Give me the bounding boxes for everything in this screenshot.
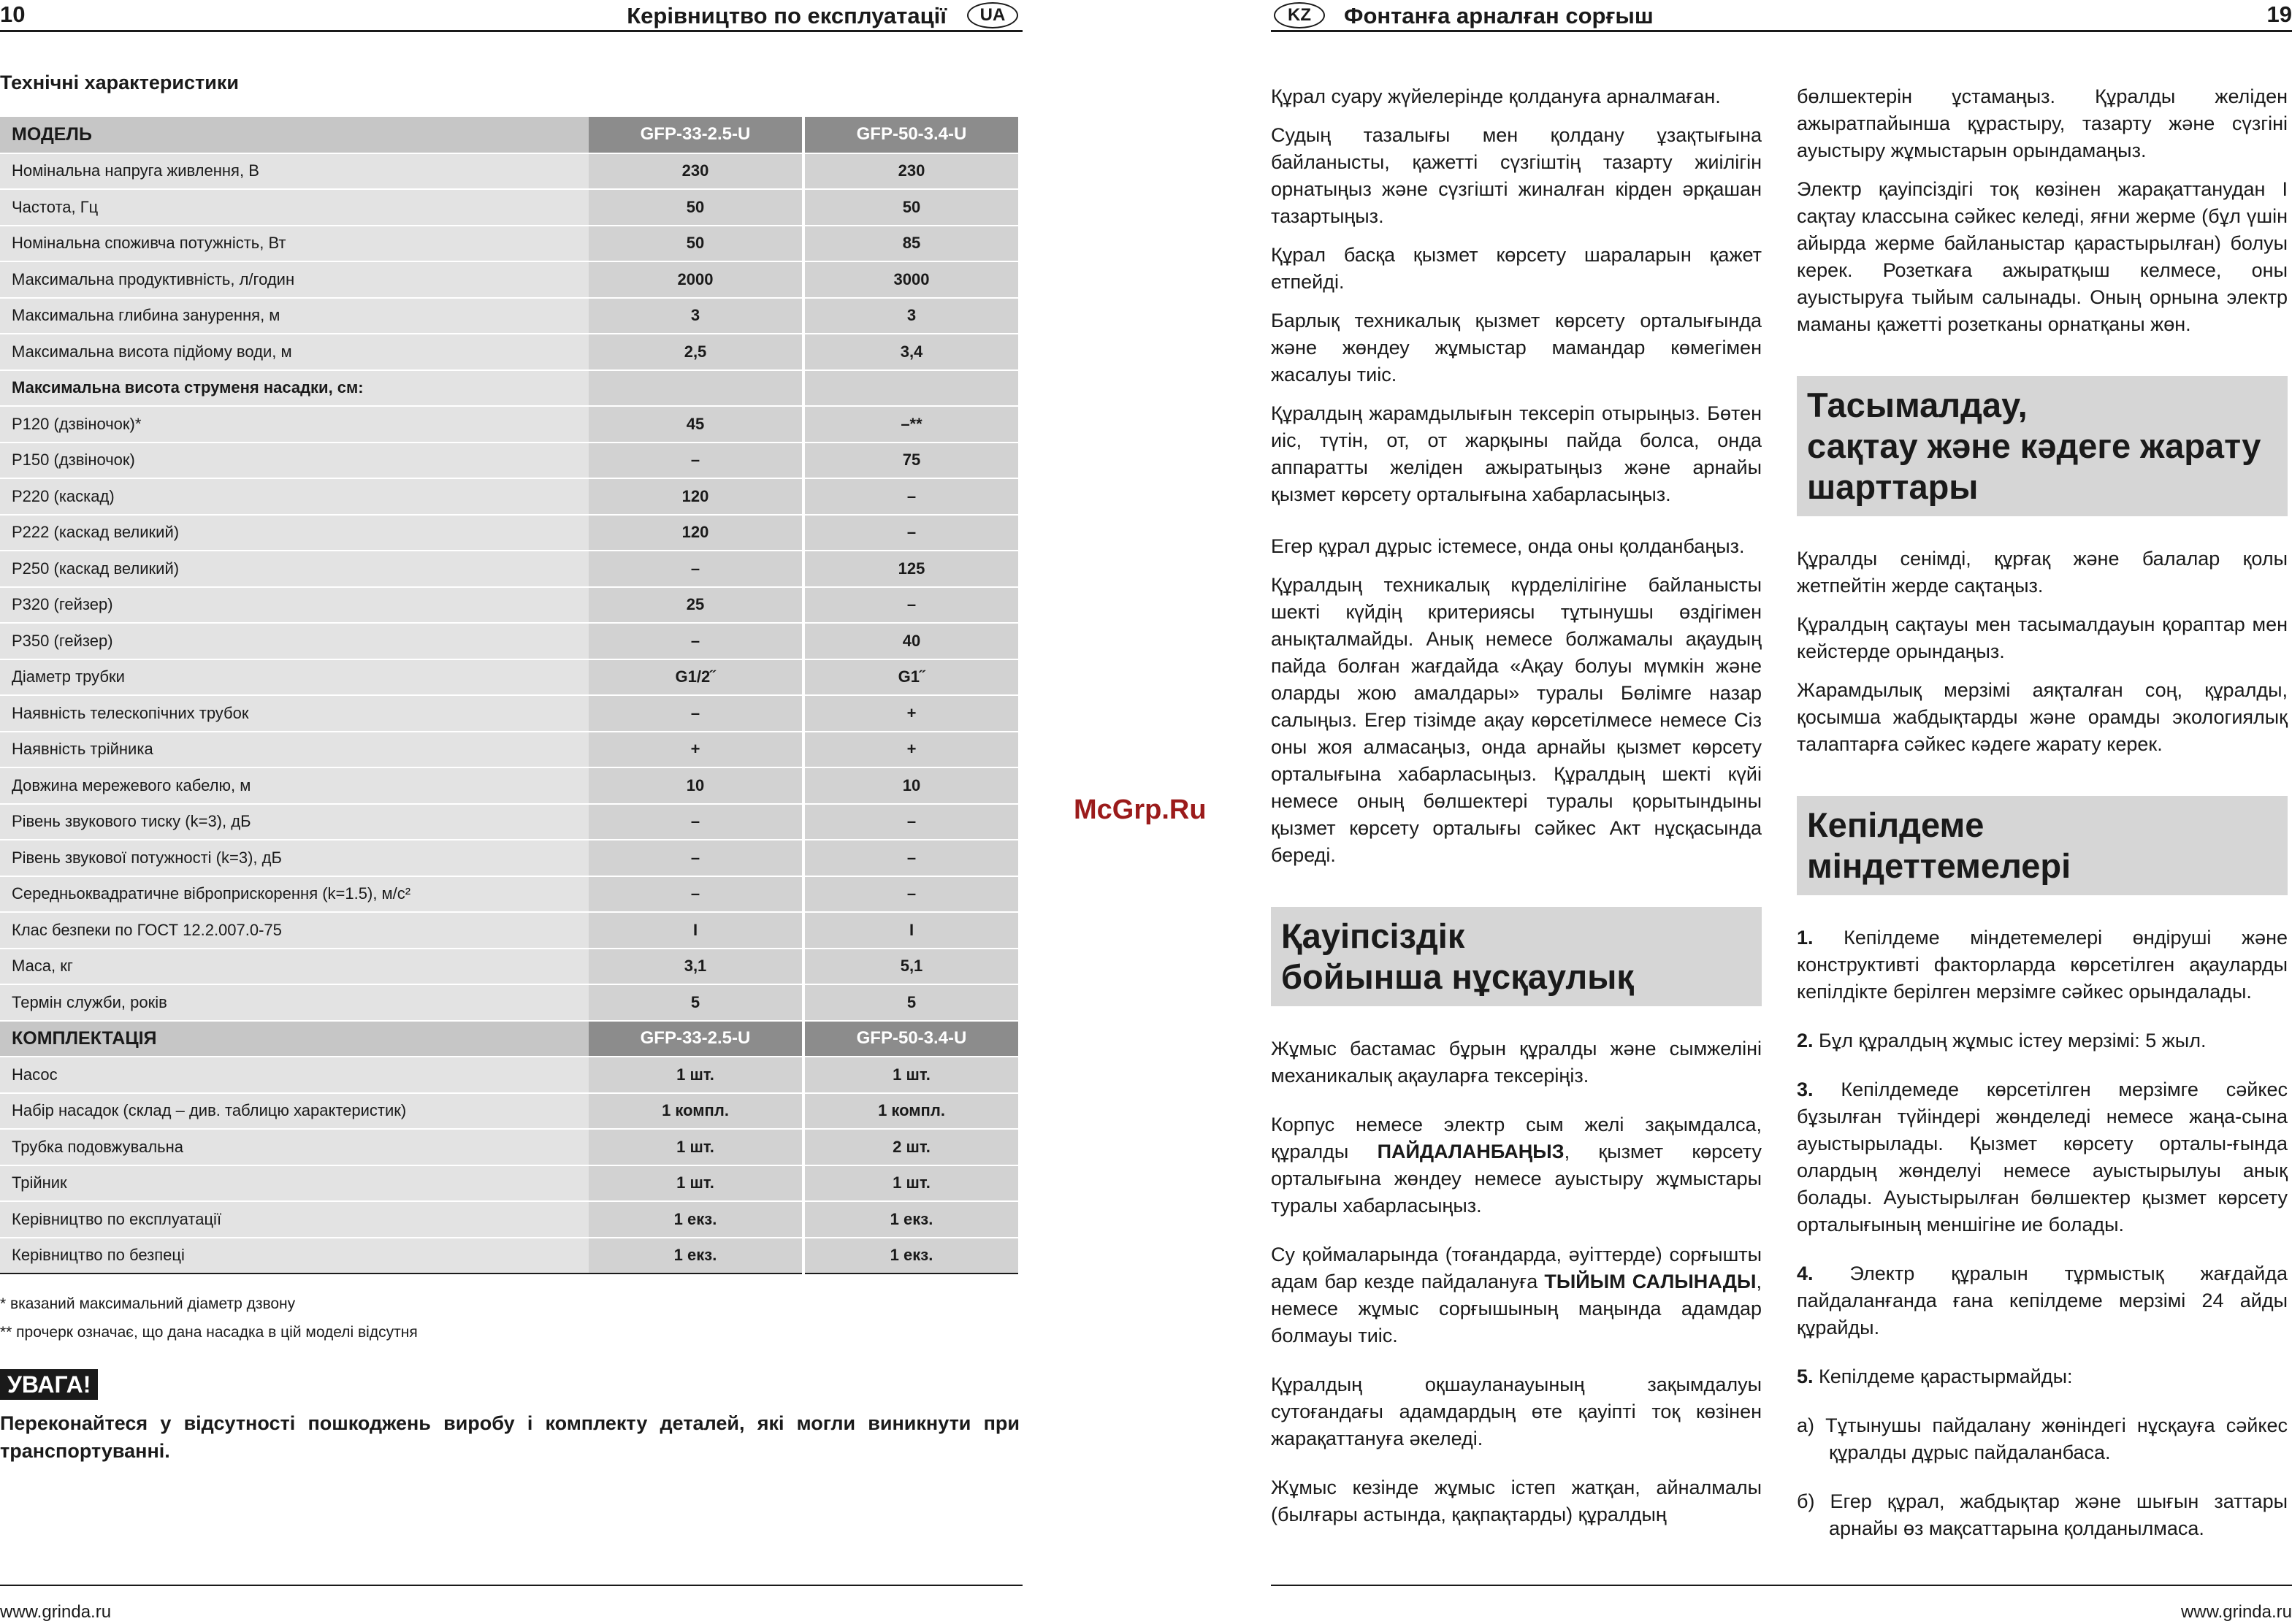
spec-value-model-2: 3 xyxy=(803,298,1018,334)
spec-label: Діаметр трубки xyxy=(0,659,589,696)
spec-value-model-1: 5 xyxy=(589,984,803,1021)
spec-label: Номінальна споживча потужність, Вт xyxy=(0,226,589,262)
language-badge: UA xyxy=(967,2,1018,28)
spec-value-model-2 xyxy=(803,370,1018,407)
paragraph: Электр қауіпсіздігі тоқ көзінен жарақаттанудан I сақтау классына сәйкес келеді, яғни жерме (бұл үшін айырда жерме байланыстар қарастырылған) болуы керек. Розеткаға ажыратқыш келмесе, оны ауыстыруға тыйым салынады. Оның орнына электр маманы қажетті розетканы орнатқаны жөн. xyxy=(1797,178,2288,335)
spec-row xyxy=(0,189,1018,226)
spec-value-model-1: GFP-33-2.5-U xyxy=(589,1021,803,1057)
paragraph: Су қоймаларында (тоғандарда, әуіттерде) сорғышты адам бар кезде пайдалануға ТЫЙЫМ САЛЫНАДЫ, немесе жұмыс сорғышының маңында адамдар болмауы тиіс. xyxy=(1271,1244,1762,1347)
spec-value-model-2: – xyxy=(803,515,1018,551)
spec-label: Частота, Гц xyxy=(0,189,589,226)
spec-label: Максимальна продуктивність, л/годин xyxy=(0,261,589,298)
page-number: 19 xyxy=(2266,1,2292,27)
spec-label: Термін служби, років xyxy=(0,984,589,1021)
spec-value-model-1: 1 шт. xyxy=(589,1165,803,1202)
spec-row xyxy=(0,984,1018,1021)
spec-label: P250 (каскад великий) xyxy=(0,551,589,587)
warranty-item: 3. Кепілдемеде көрсетілген мерзімге сәйкес бұзылған түйіндері жөнделеді немесе жаңа-сына ауыстырылады. Қызмет көрсету орталы-ғында олардың жөнделуі немесе ауыстырылуы анық болады. Ауыстырылған бөлшектер қызмет көрсету орталығының меншігіне ие болады. xyxy=(1797,1079,2288,1236)
spec-value-model-2: – xyxy=(803,840,1018,876)
spec-value-model-2: 1 компл. xyxy=(803,1093,1018,1130)
spec-value-model-2: I xyxy=(803,912,1018,949)
spec-label: Керівництво по безпеці xyxy=(0,1238,589,1274)
spec-row xyxy=(0,695,1018,732)
watermark: McGrp.Ru xyxy=(1074,794,1207,825)
footer xyxy=(1271,1585,2292,1623)
spec-row xyxy=(0,1057,1018,1093)
spec-label: Середньоквадратичне віброприскорення (k=1.5), м/с² xyxy=(0,876,589,913)
spec-row xyxy=(0,1238,1018,1274)
spec-value-model-2: – xyxy=(803,804,1018,840)
spec-value-model-2: –** xyxy=(803,406,1018,443)
spec-value-model-2: 1 шт. xyxy=(803,1165,1018,1202)
footer-url[interactable]: www.grinda.ru xyxy=(2180,1602,2292,1622)
spec-label: Наявність телескопічних трубок xyxy=(0,695,589,732)
spec-label: Рівень звукової потужності (k=3), дБ xyxy=(0,840,589,876)
spec-row xyxy=(0,334,1018,370)
paragraph: Жұмыс бастамас бұрын құралды және сымжеліні механикалық ақауларға тексеріңіз. xyxy=(1271,1038,1762,1087)
spec-value-model-2: 85 xyxy=(803,226,1018,262)
warranty-item: 2. Бұл құралдың жұмыс істеу мерзімі: 5 жыл. xyxy=(1797,1030,2207,1052)
spec-row xyxy=(0,370,1018,407)
spec-value-model-1: 10 xyxy=(589,767,803,804)
left-page xyxy=(0,0,1023,1624)
right-header xyxy=(1271,0,2292,32)
warranty-item: 5. Кепілдеме қарастырмайды: xyxy=(1797,1366,2073,1387)
spec-value-model-2: G1˝ xyxy=(803,659,1018,696)
safety-section-title: Қауіпсіздік бойынша нұсқаулық xyxy=(1271,907,1762,1006)
spec-row xyxy=(0,804,1018,840)
left-header xyxy=(0,0,1023,32)
spec-label: P350 (гейзер) xyxy=(0,623,589,659)
paragraph: Құралды сенімді, құрғақ және балалар қолы жетпейтін жерде сақтаңыз. xyxy=(1797,548,2288,597)
spec-row xyxy=(0,587,1018,624)
spec-row xyxy=(0,298,1018,334)
spec-value-model-2: 3,4 xyxy=(803,334,1018,370)
spec-value-model-1: GFP-33-2.5-U xyxy=(589,117,803,153)
spec-label: МОДЕЛЬ xyxy=(0,117,589,153)
paragraph: бөлшектерін ұстамаңыз. Құралды желіден ажыратпайынша құрастыру, тазарту және сүзгіні ауыстыру жұмыстарын орындамаңыз. xyxy=(1797,85,2288,161)
footnote: ** прочерк означає, що дана насадка в цій моделі відсутня xyxy=(0,1324,418,1341)
spec-label: P220 (каскад) xyxy=(0,478,589,515)
spec-value-model-1: – xyxy=(589,623,803,659)
spec-value-model-2: 5 xyxy=(803,984,1018,1021)
spec-value-model-2: – xyxy=(803,587,1018,624)
spec-row xyxy=(0,1201,1018,1238)
spec-value-model-1: 120 xyxy=(589,515,803,551)
spec-label: Трійник xyxy=(0,1165,589,1202)
spec-value-model-1: + xyxy=(589,732,803,768)
spec-value-model-1: 230 xyxy=(589,153,803,190)
spec-label: Трубка подовжувальна xyxy=(0,1129,589,1165)
spec-value-model-1: – xyxy=(589,876,803,913)
spec-value-model-2: 1 екз. xyxy=(803,1238,1018,1274)
spec-value-model-1: 1 шт. xyxy=(589,1129,803,1165)
spec-label: Рівень звукового тиску (k=3), дБ xyxy=(0,804,589,840)
header-title: Керівництво по експлуатації xyxy=(627,3,947,28)
spec-row xyxy=(0,949,1018,985)
warranty-item: 1. Кепілдеме міндетемелері өндіруші және конструктивті факторларда көрсетілген ақауларды кепілдікте берілген мерзімге сәйкес орындалады. xyxy=(1797,927,2288,1003)
spec-label: P320 (гейзер) xyxy=(0,587,589,624)
footer xyxy=(0,1585,1023,1623)
header-title: Фонтанға арналған сорғыш xyxy=(1344,3,1654,28)
spec-value-model-1: 2,5 xyxy=(589,334,803,370)
spec-label: Набір насадок (склад – див. таблицю характеристик) xyxy=(0,1093,589,1130)
spec-value-model-2: 1 шт. xyxy=(803,1057,1018,1093)
warranty-item: 4. Электр құралын тұрмыстық жағдайда пайдаланғанда ғана кепілдеме мерзімі 24 айды құрайды. xyxy=(1797,1263,2288,1338)
spec-value-model-2: GFP-50-3.4-U xyxy=(803,1021,1018,1057)
spec-value-model-1: 2000 xyxy=(589,261,803,298)
warranty-subitem: б) Егер құрал, жабдықтар және шығын заттары арнайы өз мақсаттарына қолданылмаса. xyxy=(1797,1490,2288,1539)
spec-table xyxy=(0,117,1018,1274)
spec-row xyxy=(0,659,1018,696)
spec-value-model-1: 1 компл. xyxy=(589,1093,803,1130)
spec-label: Максимальна глибина занурення, м xyxy=(0,298,589,334)
spec-value-model-1: 50 xyxy=(589,226,803,262)
spec-value-model-2: 125 xyxy=(803,551,1018,587)
spec-value-model-2: 10 xyxy=(803,767,1018,804)
spec-value-model-1: 25 xyxy=(589,587,803,624)
spec-row xyxy=(0,117,1018,153)
spec-row xyxy=(0,1093,1018,1130)
spec-value-model-2: 3000 xyxy=(803,261,1018,298)
text-column-1 xyxy=(1271,83,1762,1540)
spec-row xyxy=(0,1165,1018,1202)
spec-value-model-1: I xyxy=(589,912,803,949)
spec-value-model-1: 120 xyxy=(589,478,803,515)
spec-label: P150 (дзвіночок) xyxy=(0,443,589,479)
spec-row xyxy=(0,261,1018,298)
spec-value-model-1: 50 xyxy=(589,189,803,226)
spec-row xyxy=(0,226,1018,262)
paragraph: Жұмыс кезінде жұмыс істеп жатқан, айналмалы (былғары астында, қақпақтарды) құралдың xyxy=(1271,1476,1762,1525)
paragraph: Судың тазалығы мен қолдану ұзақтығына байланысты, қажетті сүзгіштің тазарту жиілігін орнатыңыз және сүзгішті жиналған кірден әрқашан тазартыңыз. xyxy=(1271,124,1762,227)
spec-row xyxy=(0,1021,1018,1057)
warning-label: УВАГА! xyxy=(0,1369,98,1400)
spec-value-model-1: 45 xyxy=(589,406,803,443)
spec-value-model-1: – xyxy=(589,443,803,479)
spec-value-model-2: 230 xyxy=(803,153,1018,190)
spec-value-model-2: + xyxy=(803,732,1018,768)
right-page xyxy=(1271,0,2292,1624)
warranty-section-title: Кепілдеме міндеттемелері xyxy=(1797,796,2288,895)
spec-value-model-1: – xyxy=(589,804,803,840)
spec-row xyxy=(0,840,1018,876)
section-title: Технічні характеристики xyxy=(0,72,239,93)
spec-value-model-1: 1 екз. xyxy=(589,1238,803,1274)
spec-label: Максимальна висота струменя насадки, см: xyxy=(0,370,589,407)
spec-value-model-2: + xyxy=(803,695,1018,732)
paragraph: Құралдың оқшауланауының зақымдалуы сутоғандағы адамдардың өте қауіпті тоқ көзінен жарақаттануға әкеледі. xyxy=(1271,1374,1762,1449)
footnote: * вказаний максимальний діаметр дзвону xyxy=(0,1295,296,1312)
spec-label: Довжина мережевого кабелю, м xyxy=(0,767,589,804)
spec-value-model-1: – xyxy=(589,695,803,732)
spec-value-model-1: 1 екз. xyxy=(589,1201,803,1238)
spec-value-model-1: 3,1 xyxy=(589,949,803,985)
spec-row xyxy=(0,153,1018,190)
paragraph: Құрал басқа қызмет көрсету шараларын қажет етпейді. xyxy=(1271,244,1762,293)
spec-value-model-2: 5,1 xyxy=(803,949,1018,985)
page-number: 10 xyxy=(0,1,26,27)
spec-row xyxy=(0,767,1018,804)
spec-value-model-2: 50 xyxy=(803,189,1018,226)
spec-row xyxy=(0,912,1018,949)
spec-row xyxy=(0,443,1018,479)
spec-value-model-1: – xyxy=(589,551,803,587)
spec-label: Насос xyxy=(0,1057,589,1093)
warning-text: Переконайтеся у відсутності пошкоджень виробу і комплекту деталей, які могли виникнути при транспортуванні. xyxy=(0,1412,1020,1462)
spec-value-model-2: 2 шт. xyxy=(803,1129,1018,1165)
paragraph: Құралдың техникалық күрделілігіне байланысты шекті күйдің критерияcы тұтынушы өздігімен анықталмайды. Анық немесе болжамалы ақаудың пайда болған жағдайда «Ақау болуы мүмкін және оларды жою амалдары» туралы Бөлімге назар салыңыз. Егер тізімде ақау көрсетілмесе немесе Сіз оны жоя алмасаңыз, онда арнайы қызмет көрсету орталығына хабарласыңыз. Құралдың шекті күйі немесе оның бөлшектері туралы қорытындыны қызмет көрсету орталығы сәйкес Акт нұсқасында береді. xyxy=(1271,574,1762,866)
spec-value-model-1: – xyxy=(589,840,803,876)
spec-label: Номінальна напруга живлення, В xyxy=(0,153,589,190)
spec-value-model-2: GFP-50-3.4-U xyxy=(803,117,1018,153)
paragraph: Егер құрал дұрыс істемесе, онда оны қолданбаңыз. xyxy=(1271,535,1745,557)
spec-value-model-2: – xyxy=(803,478,1018,515)
spec-row xyxy=(0,551,1018,587)
spec-value-model-1: 1 шт. xyxy=(589,1057,803,1093)
paragraph: Корпус немесе электр сым желі зақымдалса, құралды ПАЙДАЛАНБАҢЫЗ, қызмет көрсету орталығына жөндеу немесе ауыстыру жұмыстары туралы хабарласыңыз. xyxy=(1271,1114,1762,1217)
paragraph: Барлық техникалық қызмет көрсету орталығында және жөндеу жұмыстар мамандар көмегімен жасалуы тиіс. xyxy=(1271,310,1762,386)
spec-row xyxy=(0,1129,1018,1165)
spec-label: P120 (дзвіночок)* xyxy=(0,406,589,443)
spec-value-model-1: 3 xyxy=(589,298,803,334)
spec-value-model-1: G1/2˝ xyxy=(589,659,803,696)
spec-value-model-2: – xyxy=(803,876,1018,913)
spec-value-model-2: 1 екз. xyxy=(803,1201,1018,1238)
paragraph: Құралдың жарамдылығын тексеріп отырыңыз. Бөтен иіс, түтін, от, от жарқыны пайда болса, онда аппаратты желіден ажыратыңыз және арнайы қызмет көрсету орталығына хабарласыңыз. xyxy=(1271,402,1762,505)
spec-row xyxy=(0,515,1018,551)
spec-label: Максимальна висота підйому води, м xyxy=(0,334,589,370)
text-column-2 xyxy=(1797,83,2288,1554)
spec-label: P222 (каскад великий) xyxy=(0,515,589,551)
transport-section-title: Тасымалдау, сақтау және кәдеге жарату шарттары xyxy=(1797,376,2288,516)
paragraph: Құралдың сақтауы мен тасымалдауын қораптар мен кейстерде орындаңыз. xyxy=(1797,613,2288,662)
spec-row xyxy=(0,732,1018,768)
spec-row xyxy=(0,478,1018,515)
footer-url[interactable]: www.grinda.ru xyxy=(0,1602,112,1622)
paragraph: Құрал суару жүйелерінде қолдануға арналмаған. xyxy=(1271,85,1721,107)
spec-row xyxy=(0,876,1018,913)
language-badge: KZ xyxy=(1274,2,1325,28)
spec-label: Керівництво по експлуатації xyxy=(0,1201,589,1238)
spec-label: Маса, кг xyxy=(0,949,589,985)
spec-label: Наявність трійника xyxy=(0,732,589,768)
spec-label: Клас безпеки по ГОСТ 12.2.007.0-75 xyxy=(0,912,589,949)
spec-value-model-2: 75 xyxy=(803,443,1018,479)
warranty-subitem: а) Тұтынушы пайдалану жөніндегі нұсқауға сәйкес құралды дұрыс пайдаланбаса. xyxy=(1797,1414,2288,1463)
spec-value-model-1 xyxy=(589,370,803,407)
spec-value-model-2: 40 xyxy=(803,623,1018,659)
spec-row xyxy=(0,623,1018,659)
spec-label: КОМПЛЕКТАЦІЯ xyxy=(0,1021,589,1057)
paragraph: Жарамдылық мерзімі аяқталған соң, құралды, қосымша жабдықтарды және орамды экологиялық талаптарға сәйкес кәдеге жарату керек. xyxy=(1797,679,2288,755)
spec-row xyxy=(0,406,1018,443)
